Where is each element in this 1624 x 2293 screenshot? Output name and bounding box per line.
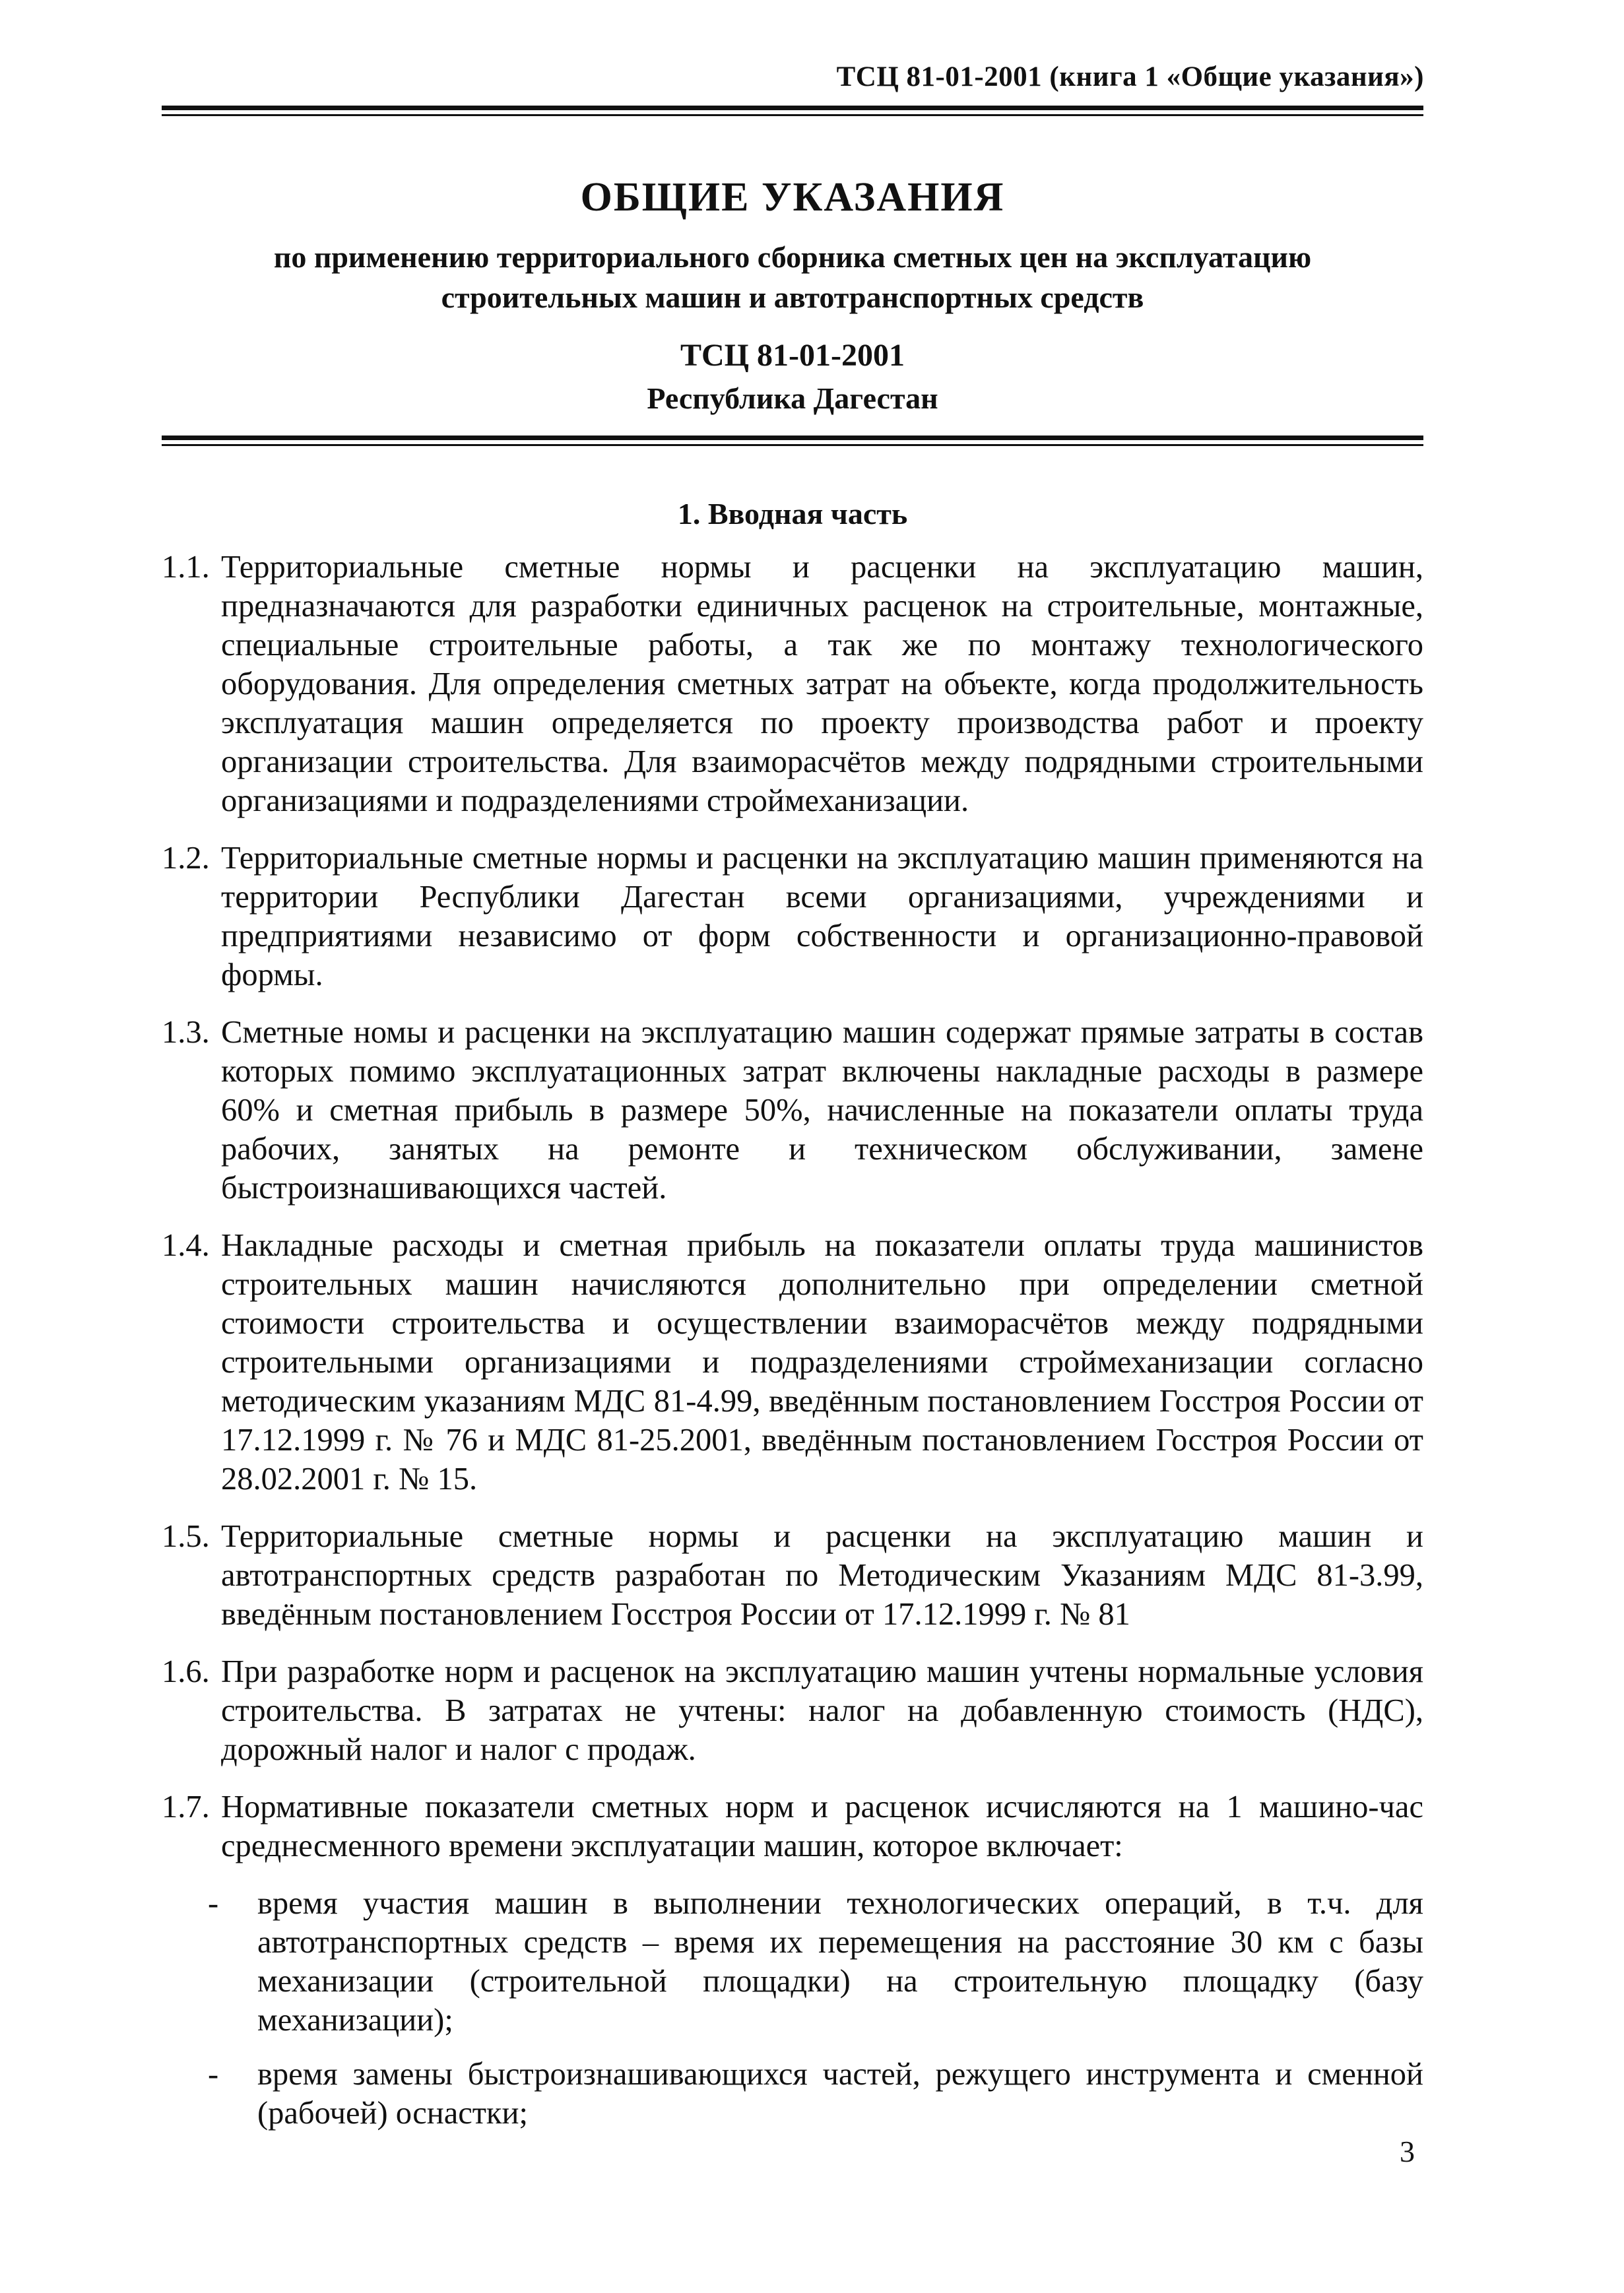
clause-number: 1.5.	[162, 1519, 210, 1554]
clause-1-7	[162, 1788, 1423, 1865]
clause-1-1	[162, 548, 1423, 820]
section-heading: 1. Вводная часть	[677, 497, 908, 531]
clause-text: Территориальные сметные нормы и расценки на эксплуатацию машин и автотранспортных средств разработан по Методическим Указаниям МДС 81-3.99, введённым постановлением Госстроя России от 17.12.1999 г. № 81	[221, 1519, 1423, 1632]
clause-1-3	[162, 1013, 1423, 1208]
dash-marker: -	[208, 2057, 219, 2092]
clause-1-4	[162, 1226, 1423, 1499]
clause-1-6	[162, 1652, 1423, 1769]
running-header: ТСЦ 81-01-2001 (книга 1 «Общие указания»)	[836, 61, 1424, 92]
header-double-rule	[162, 106, 1423, 116]
clause-text: Нормативные показатели сметных норм и расценок исчисляются на 1 машино-час среднесменного времени эксплуатации машин, которое включает:	[221, 1790, 1423, 1863]
page-number: 3	[1400, 2135, 1415, 2168]
list-item-text: время замены быстроизнашивающихся частей, режущего инструмента и сменной (рабочей) оснастки;	[257, 2057, 1423, 2131]
clause-number: 1.2.	[162, 841, 210, 876]
title-block	[162, 173, 1423, 418]
clause-text: Накладные расходы и сметная прибыль на показатели оплаты труда машинистов строительных машин начисляются дополнительно при определении сметной стоимости строительства и осуществлении взаиморасчётов между подрядными строительными организациями и подразделениями строймеханизации согласно методическим указаниям МДС 81-4.99, введённым постановлением Госстроя России от 17.12.1999 г. № 76 и МДС 81-25.2001, введённым постановлением Госстроя России от 28.02.2001 г. № 15.	[221, 1228, 1423, 1497]
document-code: ТСЦ 81-01-2001	[680, 337, 905, 373]
clause-text: Сметные номы и расценки на эксплуатацию машин содержат прямые затраты в состав которых помимо эксплуатационных затрат включены накладные расходы в размере 60% и сметная прибыль в размере 50%, начисленные на показатели оплаты труда рабочих, занятых на ремонте и техническом обслуживании, замене быстроизнашивающихся частей.	[221, 1015, 1423, 1206]
clause-number: 1.6.	[162, 1654, 210, 1689]
clause-text: При разработке норм и расценок на эксплуатацию машин учтены нормальные условия строительства. В затратах не учтены: налог на добавленную стоимость (НДС), дорожный налог и налог с продаж.	[221, 1654, 1423, 1767]
document-region: Республика Дагестан	[647, 381, 938, 416]
list-item	[162, 2055, 1423, 2133]
clause-number: 1.7.	[162, 1790, 210, 1825]
clause-number: 1.1.	[162, 550, 210, 585]
bullet-list	[162, 1884, 1423, 2133]
dash-marker: -	[208, 1886, 219, 1921]
document-title: ОБЩИЕ УКАЗАНИЯ	[580, 175, 1005, 220]
document-subtitle-line-1: по применению территориального сборника сметных цен на эксплуатацию	[273, 240, 1312, 275]
clause-number: 1.4.	[162, 1228, 210, 1263]
title-double-rule	[162, 436, 1423, 446]
list-item	[162, 1884, 1423, 2040]
body-text	[162, 548, 1423, 2148]
clause-1-5	[162, 1517, 1423, 1634]
list-item-text: время участия машин в выполнении технологических операций, в т.ч. для автотранспортных средств – время их перемещения на расстояние 30 км с базы механизации (строительной площадки) на строительную площадку (базу механизации);	[257, 1886, 1423, 2038]
clause-number: 1.3.	[162, 1015, 210, 1050]
clause-text: Территориальные сметные нормы и расценки на эксплуатацию машин, предназначаются для разработки единичных расценок на строительные, монтажные, специальные строительные работы, а так же по монтажу технологического оборудования. Для определения сметных затрат на объекте, когда продолжительность эксплуатация машин определяется по проекту производства работ и проекту организации строительства. Для взаиморасчётов между подрядными строительными организациями и подразделениями строймеханизации.	[221, 550, 1423, 818]
clause-1-2	[162, 839, 1423, 994]
clause-text: Территориальные сметные нормы и расценки на эксплуатацию машин применяются на территории Республики Дагестан всеми организациями, учреждениями и предприятиями независимо от форм собственности и организационно-правовой формы.	[221, 841, 1423, 992]
document-subtitle-line-2: строительных машин и автотранспортных средств	[441, 280, 1144, 315]
